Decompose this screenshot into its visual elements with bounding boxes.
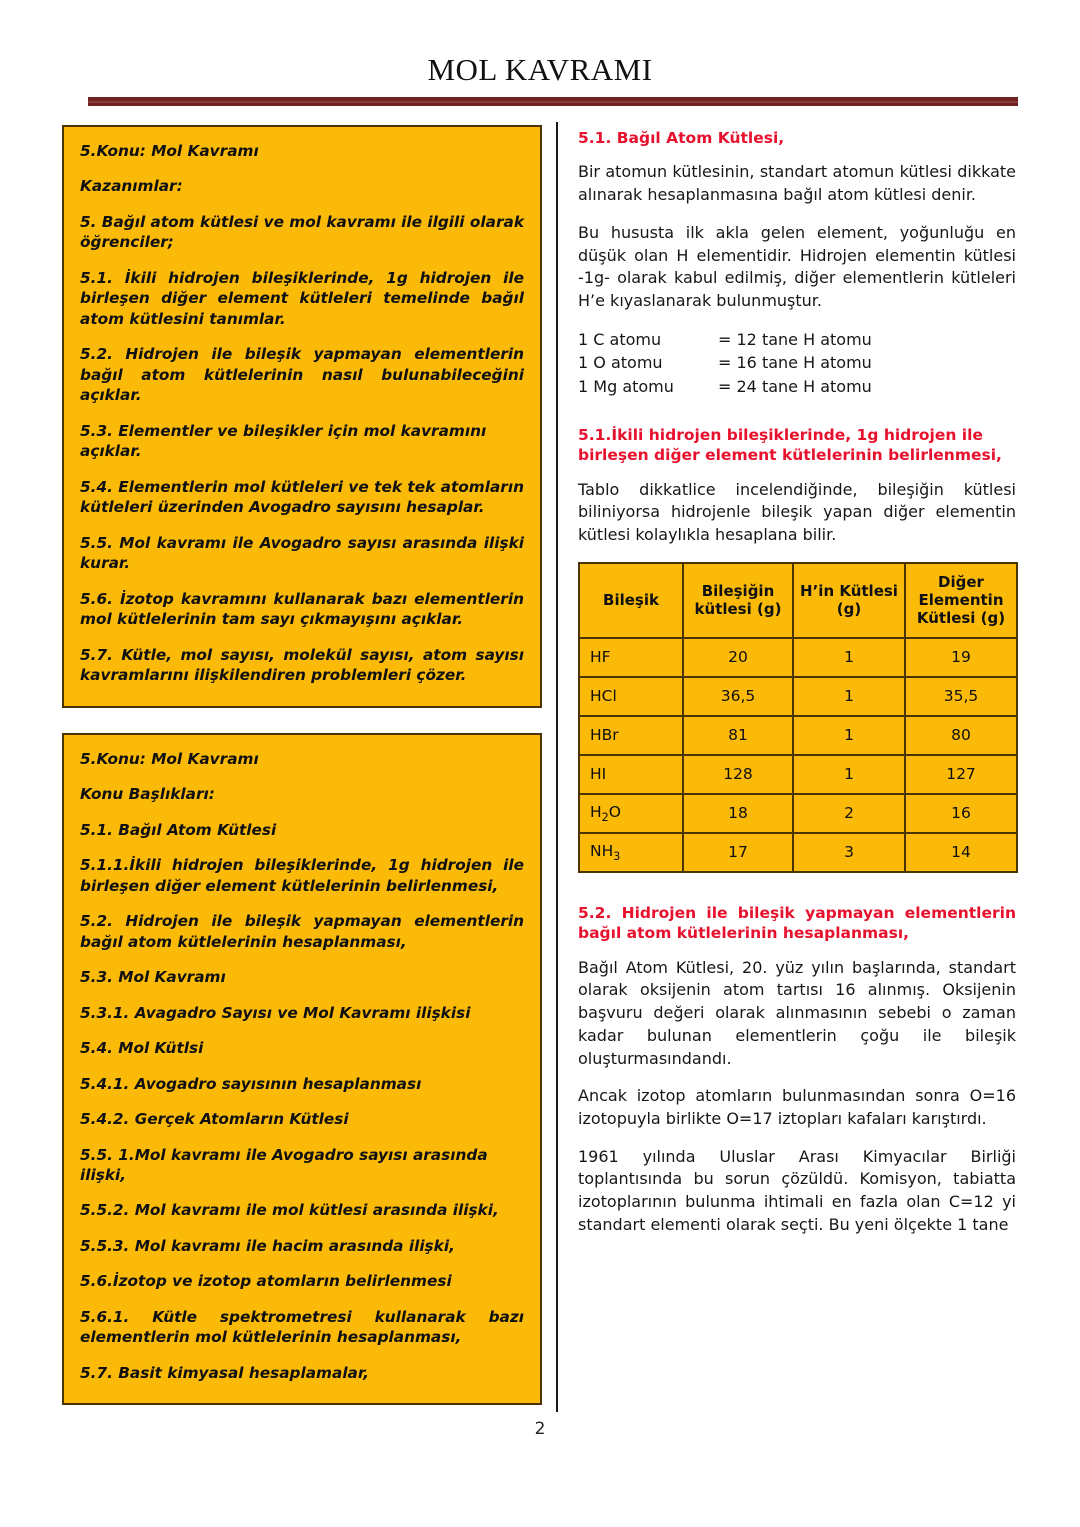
- table-cell-h-mass: 1: [793, 716, 905, 755]
- table-cell-compound: $NH_3$: [579, 833, 683, 872]
- table-header-cell: Bileşiğin kütlesi (g): [683, 563, 793, 638]
- table-row: [579, 794, 1017, 833]
- topics-box-line: 5.1. Bağıl Atom Kütlesi: [80, 820, 277, 839]
- table-cell-h-mass: 1: [793, 638, 905, 677]
- objectives-box-line: 5.7. Kütle, mol sayısı, molekül sayısı, atom sayısı kavramlarını ilişkilendiren problemleri çözer.: [80, 645, 524, 685]
- table-cell-other-mass: 19: [905, 638, 1017, 677]
- table-row: [579, 677, 1017, 716]
- table-cell-compound-mass: 18: [683, 794, 793, 833]
- objectives-box-line: 5.1. İkili hidrojen bileşiklerinde, 1g hidrojen ile birleşen diğer element kütleleri temelinde bağıl atom kütlesini tanımlar.: [80, 268, 524, 328]
- topics-box-line: 5.2. Hidrojen ile bileşik yapmayan elementlerin bağıl atom kütlelerinin hesaplanması,: [80, 912, 524, 951]
- topics-box: [62, 733, 542, 1406]
- topics-box-line: 5.7. Basit kimyasal hesaplamalar,: [80, 1363, 369, 1382]
- table-row: [579, 716, 1017, 755]
- column-divider: [556, 122, 558, 1412]
- table-cell-compound: HI: [579, 755, 683, 794]
- atom-equivalence-left: 1 Mg atomu: [578, 377, 674, 397]
- table-cell-compound-mass: 36,5: [683, 677, 793, 716]
- table-cell-compound: HF: [579, 638, 683, 677]
- objectives-box-line: 5.Konu: Mol Kavramı: [80, 142, 259, 160]
- table-cell-compound: $H_2O$: [579, 794, 683, 833]
- table-cell-compound-mass: 17: [683, 833, 793, 872]
- table-body: [579, 638, 1017, 872]
- table-cell-compound-mass: 81: [683, 716, 793, 755]
- body-paragraph: Tablo dikkatlice incelendiğinde, bileşiğin kütlesi biliniyorsa hidrojenle bileşik yapan diğer elementin kütlesi kolaylıkla hesaplana bilir.: [578, 479, 1016, 545]
- objectives-box-line: 5.5. Mol kavramı ile Avogadro sayısı arasında ilişki kurar.: [80, 533, 524, 573]
- table-cell-compound-mass: 20: [683, 638, 793, 677]
- table-row: [579, 638, 1017, 677]
- objectives-box-line: 5. Bağıl atom kütlesi ve mol kavramı ile ilgili olarak öğrenciler;: [80, 212, 524, 252]
- atom-equivalence-list: [578, 328, 1016, 399]
- topics-box-line: Konu Başlıkları:: [80, 785, 215, 804]
- body-paragraph: Bağıl Atom Kütlesi, 20. yüz yılın başlarında, standart olarak oksijenin atom tartısı 16 alınmış. Oksijenin başvuru değeri olarak alınmasının sebebi o zaman kadar bulunan elementlerin çoğu ile bileşik oluşturmasındandı.: [578, 957, 1016, 1068]
- section-heading-5-1-1: 5.1.İkili hidrojen bileşiklerinde, 1g hidrojen ile birleşen diğer element kütlelerinin belirlenmesi,: [578, 425, 1002, 465]
- objectives-box: [62, 125, 542, 708]
- atom-equivalence-right: = 16 tane H atomu: [718, 353, 872, 373]
- table-cell-compound: HBr: [579, 716, 683, 755]
- topics-box-line: 5.4. Mol Kütlsi: [80, 1039, 204, 1058]
- left-column: [62, 125, 542, 1430]
- header-divider-rule: [88, 97, 1018, 106]
- topics-box-line: 5.5.3. Mol kavramı ile hacim arasında ilişki,: [80, 1236, 455, 1255]
- topics-box-line: 5.4.1. Avogadro sayısının hesaplanması: [80, 1074, 422, 1093]
- page-title: MOL KAVRAMI: [427, 52, 653, 87]
- table-cell-h-mass: 1: [793, 677, 905, 716]
- section-heading-5-2: 5.2. Hidrojen ile bileşik yapmayan elementlerin bağıl atom kütlelerinin hesaplanması,: [578, 903, 1016, 943]
- atom-equivalence-left: 1 O atomu: [578, 353, 663, 373]
- topics-box-line: 5.Konu: Mol Kavramı: [80, 749, 259, 768]
- table-header-cell: H’in Kütlesi (g): [793, 563, 905, 638]
- topics-box-line: 5.3. Mol Kavramı: [80, 968, 226, 987]
- page-header: [0, 0, 1080, 112]
- objectives-box-line: 5.3. Elementler ve bileşikler için mol kavramını açıklar.: [80, 421, 487, 461]
- atom-equivalence-right: = 12 tane H atomu: [718, 329, 872, 349]
- table-header-cell: Bileşik: [579, 563, 683, 638]
- table-cell-compound-mass: 128: [683, 755, 793, 794]
- atom-equivalence-right: = 24 tane H atomu: [718, 377, 872, 397]
- section-heading-5-1: 5.1. Bağıl Atom Kütlesi,: [578, 129, 785, 147]
- objectives-box-line: Kazanımlar:: [80, 177, 183, 196]
- atom-equivalence-row: [578, 351, 1016, 375]
- atom-equivalence-row: [578, 328, 1016, 352]
- topics-box-line: 5.1.1.İkili hidrojen bileşiklerinde, 1g hidrojen ile birleşen diğer element kütlelerinin belirlenmesi,: [80, 856, 524, 895]
- topics-box-line: 5.5.2. Mol kavramı ile mol kütlesi arasında ilişki,: [80, 1201, 499, 1220]
- table-header-cell: Diğer Elementin Kütlesi (g): [905, 563, 1017, 638]
- table-header-row: [579, 563, 1017, 638]
- table-cell-h-mass: 1: [793, 755, 905, 794]
- atom-equivalence-left: 1 C atomu: [578, 329, 662, 349]
- body-paragraph: Bir atomun kütlesinin, standart atomun kütlesi dikkate alınarak hesaplanmasına bağıl atom kütlesi denir.: [578, 162, 1016, 205]
- topics-box-line: 5.6.1. Kütle spektrometresi kullanarak bazı elementlerin mol kütlelerinin hesaplanması,: [80, 1307, 524, 1347]
- table-cell-other-mass: 14: [905, 833, 1017, 872]
- body-paragraph: Bu hususta ilk akla gelen element, yoğunluğu en düşük olan H elementidir. Hidrojen elementin kütlesi -1g- olarak kabul edilmiş, diğer elementlerin kütleleri H’e kıyaslanarak bulunmuştur.: [578, 222, 1016, 311]
- topics-box-line: 5.3.1. Avagadro Sayısı ve Mol Kavramı ilişkisi: [80, 1003, 471, 1022]
- table-cell-other-mass: 127: [905, 755, 1017, 794]
- page-number: 2: [534, 1419, 546, 1439]
- topics-box-line: 5.4.2. Gerçek Atomların Kütlesi: [80, 1110, 349, 1129]
- compound-mass-table: [578, 562, 1018, 873]
- right-column: [578, 128, 1016, 1252]
- atom-equivalence-row: [578, 375, 1016, 399]
- table-cell-h-mass: 3: [793, 833, 905, 872]
- topics-box-line: 5.6.İzotop ve izotop atomların belirlenmesi: [80, 1272, 452, 1291]
- table-cell-compound: HCl: [579, 677, 683, 716]
- body-paragraph: Ancak izotop atomların bulunmasından sonra O=16 izotopuyla birlikte O=17 iztopları kafaları karıştırdı.: [578, 1086, 1016, 1128]
- objectives-box-line: 5.4. Elementlerin mol kütleleri ve tek tek atomların kütleleri üzerinden Avogadro sayısını hesaplar.: [80, 477, 524, 517]
- table-row: [579, 833, 1017, 872]
- body-paragraph: 1961 yılında Uluslar Arası Kimyacılar Birliği toplantısında bu sorun çözüldü. Komisyon, tabiatta izotoplarının bulunma ihtimali en fazla olan C=12 yi standart elementi olarak seçti. Bu yeni ölçekte 1 tane: [578, 1146, 1016, 1234]
- objectives-box-line: 5.6. İzotop kavramını kullanarak bazı elementlerin mol kütlelerinin tam sayı çıkmayışını açıklar.: [80, 589, 524, 629]
- table-cell-h-mass: 2: [793, 794, 905, 833]
- table-cell-other-mass: 16: [905, 794, 1017, 833]
- table-cell-other-mass: 35,5: [905, 677, 1017, 716]
- topics-box-line: 5.5. 1.Mol kavramı ile Avogadro sayısı arasında ilişki,: [80, 1145, 488, 1184]
- table-cell-other-mass: 80: [905, 716, 1017, 755]
- objectives-box-line: 5.2. Hidrojen ile bileşik yapmayan elementlerin bağıl atom kütlelerinin nasıl bulunabileceğini açıklar.: [80, 345, 524, 405]
- table-row: [579, 755, 1017, 794]
